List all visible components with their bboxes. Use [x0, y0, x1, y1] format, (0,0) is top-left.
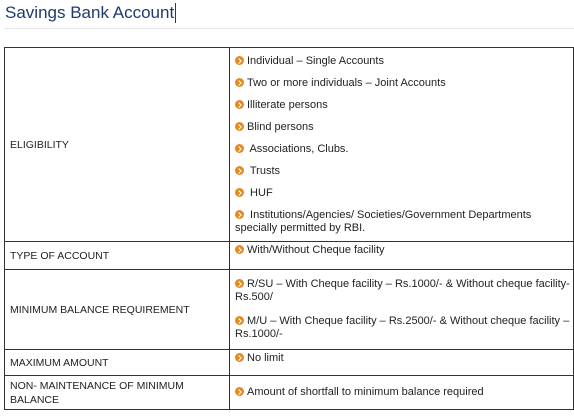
row-label-non-maintenance: NON- MAINTENANCE OF MINIMUM BALANCE	[5, 376, 230, 410]
eligibility-item-text: Illiterate persons	[247, 99, 328, 111]
eligibility-item	[235, 121, 573, 134]
account-details-table	[4, 47, 574, 410]
text-cursor	[175, 3, 176, 23]
row-content-minimum-balance	[230, 270, 574, 350]
row-content-type-of-account	[230, 242, 574, 270]
chevron-right-icon	[235, 78, 244, 87]
page-title-text: Savings Bank Account	[5, 3, 175, 22]
page-title	[5, 3, 176, 23]
eligibility-item-text: Individual – Single Accounts	[247, 55, 384, 67]
eligibility-item-text: Associations, Clubs.	[247, 143, 349, 155]
chevron-right-icon	[235, 144, 244, 153]
chevron-right-icon	[235, 279, 244, 288]
chevron-right-icon	[235, 387, 244, 396]
eligibility-item-text: Institutions/Agencies/ Societies/Government Departments specially permitted by RBI.	[235, 209, 535, 234]
row-label-eligibility: ELIGIBILITY	[5, 48, 230, 242]
list-item	[235, 352, 573, 365]
row-label-type-of-account: TYPE OF ACCOUNT	[5, 242, 230, 270]
eligibility-item-text: Blind persons	[247, 121, 314, 133]
table-row-non-maintenance	[5, 376, 574, 410]
table-row-maximum-amount	[5, 350, 574, 376]
chevron-right-icon	[235, 210, 244, 219]
eligibility-item	[235, 55, 573, 68]
list-item	[235, 278, 573, 304]
row-label-maximum-amount: MAXIMUM AMOUNT	[5, 350, 230, 376]
chevron-right-icon	[235, 188, 244, 197]
eligibility-item	[235, 99, 573, 112]
list-item-text: R/SU – With Cheque facility – Rs.1000/- & Without cheque facility- Rs.500/	[235, 278, 570, 303]
list-item	[235, 315, 573, 341]
list-item-text: M/U – With Cheque facility – Rs.2500/- & Without cheque facility – Rs.1000/-	[235, 315, 570, 340]
list-item	[235, 244, 573, 257]
chevron-right-icon	[235, 316, 244, 325]
chevron-right-icon	[235, 353, 244, 362]
eligibility-item	[235, 77, 573, 90]
chevron-right-icon	[235, 122, 244, 131]
row-content-maximum-amount	[230, 350, 574, 376]
chevron-right-icon	[235, 100, 244, 109]
table-row-type-of-account	[5, 242, 574, 270]
row-content-eligibility	[230, 48, 574, 242]
chevron-right-icon	[235, 245, 244, 254]
list-item-text: No limit	[247, 352, 284, 364]
chevron-right-icon	[235, 56, 244, 65]
eligibility-item	[235, 165, 573, 178]
row-label-minimum-balance: MINIMUM BALANCE REQUIREMENT	[5, 270, 230, 350]
eligibility-item-text: HUF	[247, 187, 273, 199]
list-item	[235, 386, 573, 399]
table-row-eligibility	[5, 48, 574, 242]
eligibility-item	[235, 187, 573, 200]
row-content-non-maintenance	[230, 376, 574, 410]
eligibility-item-text: Two or more individuals – Joint Accounts	[247, 77, 446, 89]
table-row-minimum-balance	[5, 270, 574, 350]
title-divider	[4, 28, 574, 29]
list-item-text: With/Without Cheque facility	[247, 244, 385, 256]
list-item-text: Amount of shortfall to minimum balance required	[247, 386, 484, 398]
eligibility-item-text: Trusts	[247, 165, 281, 177]
eligibility-item	[235, 143, 573, 156]
eligibility-item	[235, 209, 573, 235]
chevron-right-icon	[235, 166, 244, 175]
